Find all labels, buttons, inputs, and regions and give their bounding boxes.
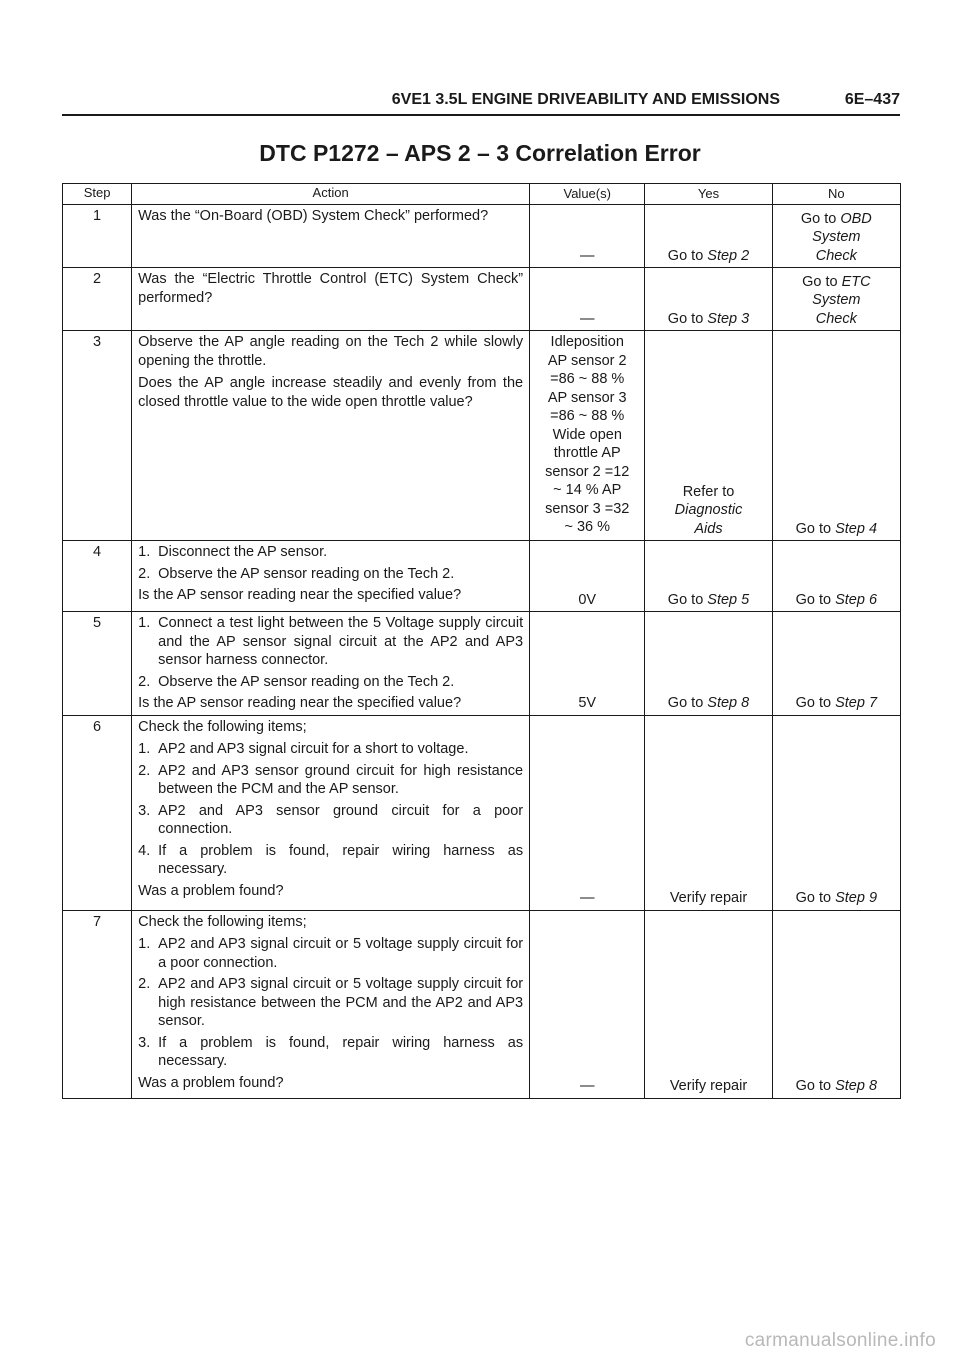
action-item-text: If a problem is found, repair wiring harness as necessary. bbox=[158, 1034, 524, 1069]
yes-prefix: Go to bbox=[667, 247, 708, 264]
value-text: 5V bbox=[578, 695, 597, 711]
value-cell bbox=[530, 205, 645, 268]
action-list-item bbox=[138, 802, 523, 839]
action-list-item bbox=[138, 614, 523, 670]
action-text bbox=[138, 270, 523, 307]
yes-prefix: Go to bbox=[667, 695, 708, 711]
yes-cell bbox=[645, 910, 772, 1098]
action-item-number: 1. bbox=[138, 544, 151, 560]
yes-reference: Step 8 bbox=[707, 695, 750, 711]
yes-reference: Step 5 bbox=[707, 591, 750, 608]
header-step: Step bbox=[63, 184, 132, 205]
value-text: — bbox=[579, 310, 595, 327]
yes-prefix: Verify repair bbox=[669, 1078, 748, 1094]
action-list-item bbox=[138, 842, 523, 879]
action-list-item bbox=[138, 673, 523, 692]
yes-cell bbox=[645, 541, 772, 612]
yes-prefix: Verify repair bbox=[669, 890, 748, 906]
table-row bbox=[63, 268, 901, 331]
header-title: 6VE1 3.5L ENGINE DRIVEABILITY AND EMISSIONS bbox=[391, 91, 780, 108]
action-list-item bbox=[138, 740, 523, 759]
action-item-number: 2. bbox=[138, 762, 151, 779]
step-number: 2 bbox=[63, 268, 132, 331]
action-text bbox=[138, 718, 523, 901]
table-header-row bbox=[63, 184, 901, 205]
action-item-number: 1. bbox=[138, 615, 151, 631]
action-question: Was a problem found? bbox=[138, 882, 284, 899]
value-cell bbox=[530, 612, 645, 716]
action-item-number: 2. bbox=[138, 976, 151, 992]
yes-reference: Diagnostic Aids bbox=[674, 502, 743, 537]
yes-cell bbox=[645, 715, 772, 910]
header-action: Action bbox=[132, 184, 530, 205]
action-list-item bbox=[138, 565, 523, 584]
no-prefix: Go to bbox=[800, 210, 841, 227]
action-list bbox=[138, 740, 523, 879]
action-item-number: 3. bbox=[138, 802, 151, 819]
action-item-number: 4. bbox=[138, 842, 151, 859]
document-title: DTC P1272 – APS 2 – 3 Correlation Error bbox=[259, 140, 701, 166]
action-paragraph: Check the following items; bbox=[138, 913, 307, 930]
no-prefix: Go to bbox=[795, 1078, 836, 1094]
action-question: Was a problem found? bbox=[138, 1074, 284, 1091]
action-cell bbox=[132, 331, 530, 541]
diagnostic-table bbox=[62, 183, 901, 1099]
value-cell bbox=[530, 910, 645, 1098]
value-text: 0V bbox=[578, 591, 597, 608]
no-reference: Step 7 bbox=[835, 695, 878, 711]
action-text bbox=[138, 913, 523, 1093]
action-text bbox=[138, 614, 523, 713]
value-text: Idleposition AP sensor 2 =86 ~ 88 % AP sensor 3 =86 ~ 88 % Wide open throttle AP sensor 2 =12 ~ 14 % AP sensor 3 =32 ~ 36 % bbox=[545, 334, 630, 535]
no-reference: Step 6 bbox=[835, 591, 878, 608]
action-item-text: AP2 and AP3 signal circuit or 5 voltage supply circuit for high resistance between the PCM and the AP2 and AP3 sensor. bbox=[158, 976, 524, 1029]
yes-reference: Step 3 bbox=[707, 310, 750, 327]
action-paragraph: Does the AP angle increase steadily and evenly from the closed throttle value to the wide open throttle value? bbox=[138, 375, 524, 410]
action-question: Is the AP sensor reading near the specified value? bbox=[138, 587, 462, 603]
action-text bbox=[138, 333, 523, 411]
action-cell bbox=[132, 541, 530, 612]
page-header bbox=[62, 88, 900, 116]
action-cell bbox=[132, 268, 530, 331]
table-row bbox=[63, 331, 901, 541]
no-cell bbox=[772, 715, 900, 910]
table-row bbox=[63, 205, 901, 268]
no-cell bbox=[772, 205, 900, 268]
step-number: 4 bbox=[63, 541, 132, 612]
value-text: — bbox=[579, 1078, 595, 1094]
action-paragraph: Check the following items; bbox=[138, 718, 307, 735]
action-list-item bbox=[138, 543, 523, 562]
action-item-text: AP2 and AP3 sensor ground circuit for a poor connection. bbox=[158, 802, 524, 837]
action-item-text: If a problem is found, repair wiring harness as necessary. bbox=[158, 842, 524, 877]
header-no: No bbox=[772, 184, 900, 205]
yes-prefix: Go to bbox=[667, 591, 708, 608]
action-cell bbox=[132, 612, 530, 716]
no-reference: Step 4 bbox=[835, 520, 878, 537]
action-list-item bbox=[138, 1034, 523, 1071]
action-item-text: Observe the AP sensor reading on the Tech 2. bbox=[158, 565, 455, 582]
value-text: — bbox=[579, 890, 595, 906]
yes-prefix: Go to bbox=[667, 310, 708, 327]
action-item-number: 1. bbox=[138, 936, 151, 952]
action-list-item bbox=[138, 975, 523, 1031]
header-yes: Yes bbox=[645, 184, 772, 205]
action-item-text: Connect a test light between the 5 Voltage supply circuit and the AP sensor signal circuit at the AP2 and AP3 sensor harness connector. bbox=[158, 615, 524, 668]
action-item-text: AP2 and AP3 signal circuit for a short to voltage. bbox=[158, 741, 469, 757]
step-number: 1 bbox=[63, 205, 132, 268]
action-list bbox=[138, 614, 523, 691]
yes-reference: Step 2 bbox=[707, 247, 750, 264]
yes-cell bbox=[645, 331, 772, 541]
action-cell bbox=[132, 715, 530, 910]
no-prefix: Go to bbox=[802, 273, 842, 290]
no-reference: OBD System Check bbox=[812, 210, 872, 264]
action-paragraph: Was the “On-Board (OBD) System Check” performed? bbox=[138, 208, 489, 224]
no-cell bbox=[772, 268, 900, 331]
table-row bbox=[63, 541, 901, 612]
no-cell bbox=[772, 910, 900, 1098]
value-cell bbox=[530, 331, 645, 541]
action-list bbox=[138, 935, 523, 1071]
action-list-item bbox=[138, 935, 523, 972]
no-reference: ETC System Check bbox=[812, 273, 871, 327]
yes-prefix: Refer to bbox=[682, 483, 735, 500]
action-cell bbox=[132, 910, 530, 1098]
no-prefix: Go to bbox=[795, 520, 836, 537]
value-cell bbox=[530, 268, 645, 331]
page-number: 6E–437 bbox=[844, 91, 900, 108]
action-question: Is the AP sensor reading near the specified value? bbox=[138, 695, 462, 711]
no-reference: Step 8 bbox=[835, 1078, 878, 1094]
no-cell bbox=[772, 612, 900, 716]
header-value: Value(s) bbox=[530, 184, 645, 205]
step-number: 3 bbox=[63, 331, 132, 541]
table-row bbox=[63, 612, 901, 716]
action-item-number: 2. bbox=[138, 565, 151, 582]
step-number: 7 bbox=[63, 910, 132, 1098]
no-prefix: Go to bbox=[795, 695, 836, 711]
action-text bbox=[138, 543, 523, 605]
action-item-text: Disconnect the AP sensor. bbox=[158, 544, 328, 560]
value-cell bbox=[530, 715, 645, 910]
value-cell bbox=[530, 541, 645, 612]
no-cell bbox=[772, 331, 900, 541]
action-paragraph: Was the “Electric Throttle Control (ETC) System Check” performed? bbox=[138, 271, 524, 306]
step-number: 5 bbox=[63, 612, 132, 716]
action-text bbox=[138, 207, 523, 226]
table-row bbox=[63, 910, 901, 1098]
no-prefix: Go to bbox=[795, 890, 836, 906]
no-reference: Step 9 bbox=[835, 890, 878, 906]
table-row bbox=[63, 715, 901, 910]
yes-cell bbox=[645, 612, 772, 716]
value-text: — bbox=[579, 247, 595, 264]
watermark: carmanualsonline.info bbox=[744, 1330, 936, 1351]
action-item-number: 3. bbox=[138, 1034, 151, 1051]
no-cell bbox=[772, 541, 900, 612]
action-paragraph: Observe the AP angle reading on the Tech 2 while slowly opening the throttle. bbox=[138, 334, 524, 369]
action-item-text: AP2 and AP3 signal circuit or 5 voltage supply circuit for a poor connection. bbox=[158, 936, 524, 971]
action-item-number: 1. bbox=[138, 741, 151, 757]
action-list bbox=[138, 543, 523, 583]
yes-cell bbox=[645, 268, 772, 331]
action-cell bbox=[132, 205, 530, 268]
action-item-number: 2. bbox=[138, 673, 151, 690]
action-list-item bbox=[138, 762, 523, 799]
yes-cell bbox=[645, 205, 772, 268]
step-number: 6 bbox=[63, 715, 132, 910]
action-item-text: Observe the AP sensor reading on the Tech 2. bbox=[158, 673, 455, 690]
action-item-text: AP2 and AP3 sensor ground circuit for high resistance between the PCM and the AP sensor. bbox=[158, 762, 524, 797]
no-prefix: Go to bbox=[795, 591, 836, 608]
